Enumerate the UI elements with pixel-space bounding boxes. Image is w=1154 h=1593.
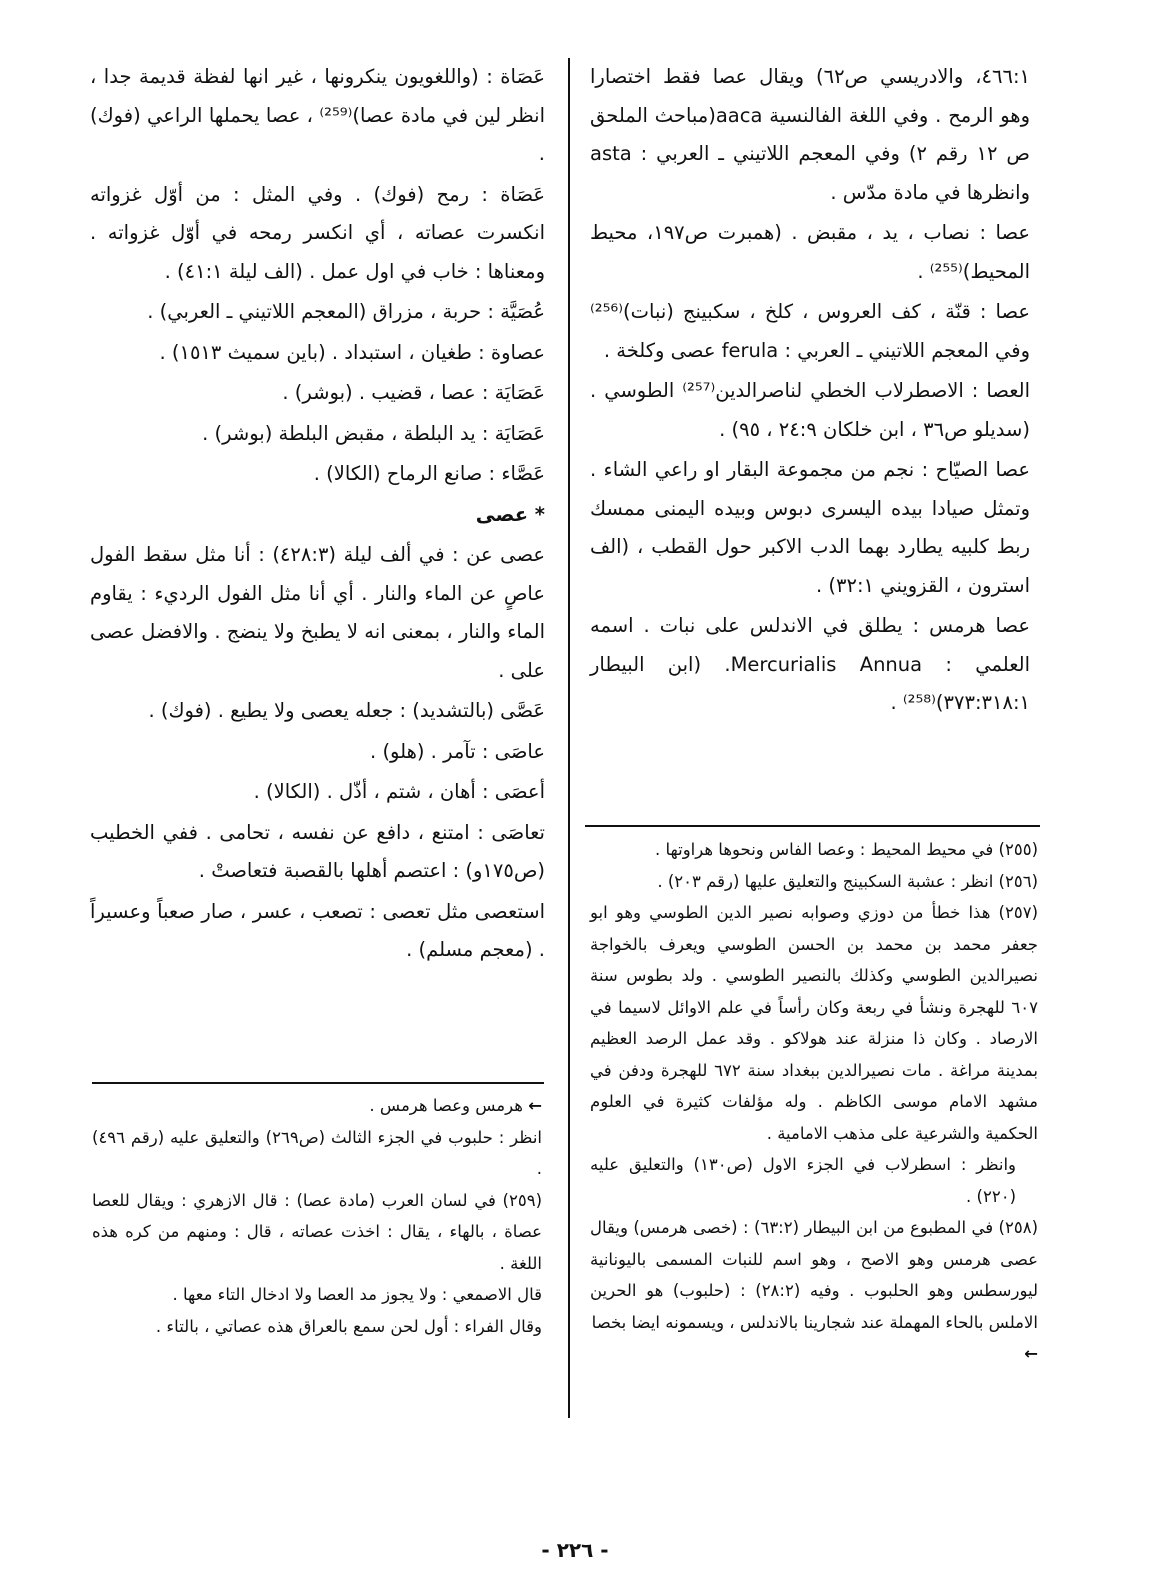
- entry-paragraph: عَصَاة : رمح (فوك) . وفي المثل : من أوّل غزواته انكسرت عصاته ، أي انكسر رمحه في أوّل غزواته . ومعناها : خاب في اول عمل . (الف ليلة ٤١:١) .: [90, 182, 545, 283]
- entry-paragraph: أعصَى : أهان ، شتم ، أذّل . (الكالا) .: [253, 780, 545, 803]
- entry-paragraph: العصا : الاصطرلاب الخطي لناصرالدين⁽²⁵⁷⁾ الطوسي . (سديلو ص٣٦ ، ابن خلكان ٢٤:٩ ، ٩٥) .: [590, 379, 1031, 441]
- entry-paragraph: عصا : قنّة ، كف العروس ، كلخ ، سكبينج (نبات)⁽²⁵⁶⁾ وفي المعجم اللاتيني ـ العربي : ferula عصى وكلخة .: [590, 300, 1030, 362]
- page-number: - ٢٢٦ -: [541, 1538, 609, 1562]
- entry-paragraph: استعصى مثل تعصى : تصعب ، عسر ، صار صعباً وعسيراً . (معجم مسلم) .: [90, 899, 545, 961]
- footnote: [92, 1090, 542, 1122]
- continuation-arrow-icon: ←: [1024, 1344, 1038, 1363]
- entry-paragraph: عُصَيَّة : حربة ، مزراق (المعجم اللاتيني ـ العربي) .: [147, 300, 545, 323]
- footnote: وقال الفراء : أول لحن سمع بالعراق هذه عصاتي ، بالتاء .: [155, 1316, 542, 1336]
- footnotes-left: [92, 1090, 542, 1342]
- entry-paragraph: عصا الصيّاح : نجم من مجموعة البقار او راعي الشاء . وتمثل صيادا بيده اليسرى دبوس وبيده اليمنى ممسك ربط كلبيه يطارد بهما الدب الاكبر حول القطب ، (الف استرون ، القزويني ٣٢:١) .: [590, 458, 1030, 597]
- continuation-arrow-icon: ←: [528, 1096, 542, 1115]
- entry-paragraph: عَصَاة : (واللغويون ينكرونها ، غير انها لفظة قديمة جدا ، انظر لين في مادة عصا)⁽²⁵⁹⁾ ، عصا يحملها الراعي (فوك) .: [90, 65, 546, 165]
- footnote: انظر : حلبوب في الجزء الثالث (ص٢٦٩) والتعليق عليه (رقم ٤٩٦) .: [92, 1127, 542, 1178]
- footnote-text: هرمس وعصا هرمس .: [369, 1096, 523, 1115]
- entry-paragraph: عَصَايَة : عصا ، قضيب . (بوشر) .: [282, 381, 545, 404]
- footnote: (٢٥٩) في لسان العرب (مادة عصا) : قال الازهري : ويقال للعصا عصاة ، بالهاء ، يقال : اخذت عصاته ، قال : ومنهم من كره هذه اللغة .: [92, 1190, 542, 1273]
- column-divider: [568, 58, 570, 1418]
- entry-paragraph: تعاصَى : امتنع ، دافع عن نفسه ، تحامى . ففي الخطيب (ص١٧٥و) : اعتصم أهلها بالقصبة فتعاصتْ .: [90, 820, 545, 882]
- entry-paragraph: عَصَايَة : يد البلطة ، مقبض البلطة (بوشر) .: [202, 421, 545, 445]
- root-heading: * عصى: [475, 502, 545, 526]
- entry-paragraph: عَصَّى (بالتشديد) : جعله يعصى ولا يطيع . (فوك) .: [148, 699, 545, 722]
- left-column: [90, 58, 545, 970]
- entry-paragraph: عصى عن : في ألف ليلة (٤٢٨:٣) : أنا مثل سقط الفول عاصٍ عن الماء والنار . أي أنا مثل الفول الرديء : يقاوم الماء والنار ، بمعنى انه لا يطبخ ولا ينضج . والافضل عصى على .: [90, 543, 545, 682]
- footnote: وانظر : اسطرلاب في الجزء الاول (ص١٣٠) والتعليق عليه (٢٢٠) .: [590, 1155, 1017, 1206]
- footnote: (٢٥٥) في محيط المحيط : وعصا الفاس ونحوها هراوتها .: [654, 840, 1038, 859]
- footnote-separator-right: [585, 825, 1040, 827]
- footnote: (٢٥٧) هذا خطأ من دوزي وصوابه نصير الدين الطوسي وهو ابو جعفر محمد بن محمد بن الحسن الطوسي ويعرف بالخواجة نصيرالدين الطوسي وكذلك بالنصير الطوسي . ولد بطوس سنة ٦٠٧ للهجرة ونشأ في ربعة وكان رأساً في علم الاوائل لاسيما في الارصاد . وكان ذا منزلة عند هولاكو . وقد عمل الرصد العظيم بمدينة مراغة . مات نصيرالدين ببغداد سنة ٦٧٢ للهجرة ودفن في مشهد الامام موسى الكاظم . وله مؤلفات كثيرة في العلوم الحكمية والشرعية على مذهب الامامية .: [590, 903, 1038, 1143]
- entry-paragraph: عصاوة : طغيان ، استبداد . (باين سميث ١٥١٣) .: [159, 340, 545, 364]
- footnote: (٢٥٨) في المطبوع من ابن البيطار (٦٣:٢) : (خصى هرمس) ويقال عصى هرمس وهو الاصح ، وهو اسم للنبات المسمى باليونانية ليورسطس وهو الحلبوب . وفيه (٢٨:٢) : (حلبوب) هو الحرين الاملس بالحاء المهملة عند شجارينا بالاندلس ، ويسمونه ايضا بخصا: [590, 1218, 1039, 1332]
- footnote: قال الاصمعي : ولا يجوز مد العصا ولا ادخال التاء معها .: [172, 1285, 542, 1304]
- entry-paragraph: ٤٦٦:١، والادريسي ص٦٢) ويقال عصا فقط اختصارا وهو الرمح . وفي اللغة الفالنسية aaca(مباحث الملحق ص ١٢ رقم ٢) وفي المعجم اللاتيني ـ العربي : asta وانظرها في مادة مدّس .: [590, 65, 1030, 204]
- entry-paragraph: عَصَّاء : صانع الرماح (الكالا) .: [313, 462, 545, 485]
- footnote: (٢٥٦) انظر : عشبة السكبينج والتعليق عليها (رقم ٢٠٣) .: [657, 871, 1038, 891]
- footnotes-right: [590, 834, 1038, 1370]
- footnote-separator-left: [92, 1082, 544, 1084]
- right-column: [590, 58, 1030, 723]
- entry-paragraph: عاصَى : تآمر . (هلو) .: [370, 739, 545, 763]
- entry-paragraph: عصا هرمس : يطلق في الاندلس على نبات . اسمه العلمي : Mercurialis Annua. (ابن البيطار ٣٧٣:٣١٨:١)⁽²⁵⁸⁾ .: [590, 614, 1030, 714]
- entry-paragraph: عصا : نصاب ، يد ، مقبض . (همبرت ص١٩٧، محيط المحيط)⁽²⁵⁵⁾ .: [590, 221, 1030, 283]
